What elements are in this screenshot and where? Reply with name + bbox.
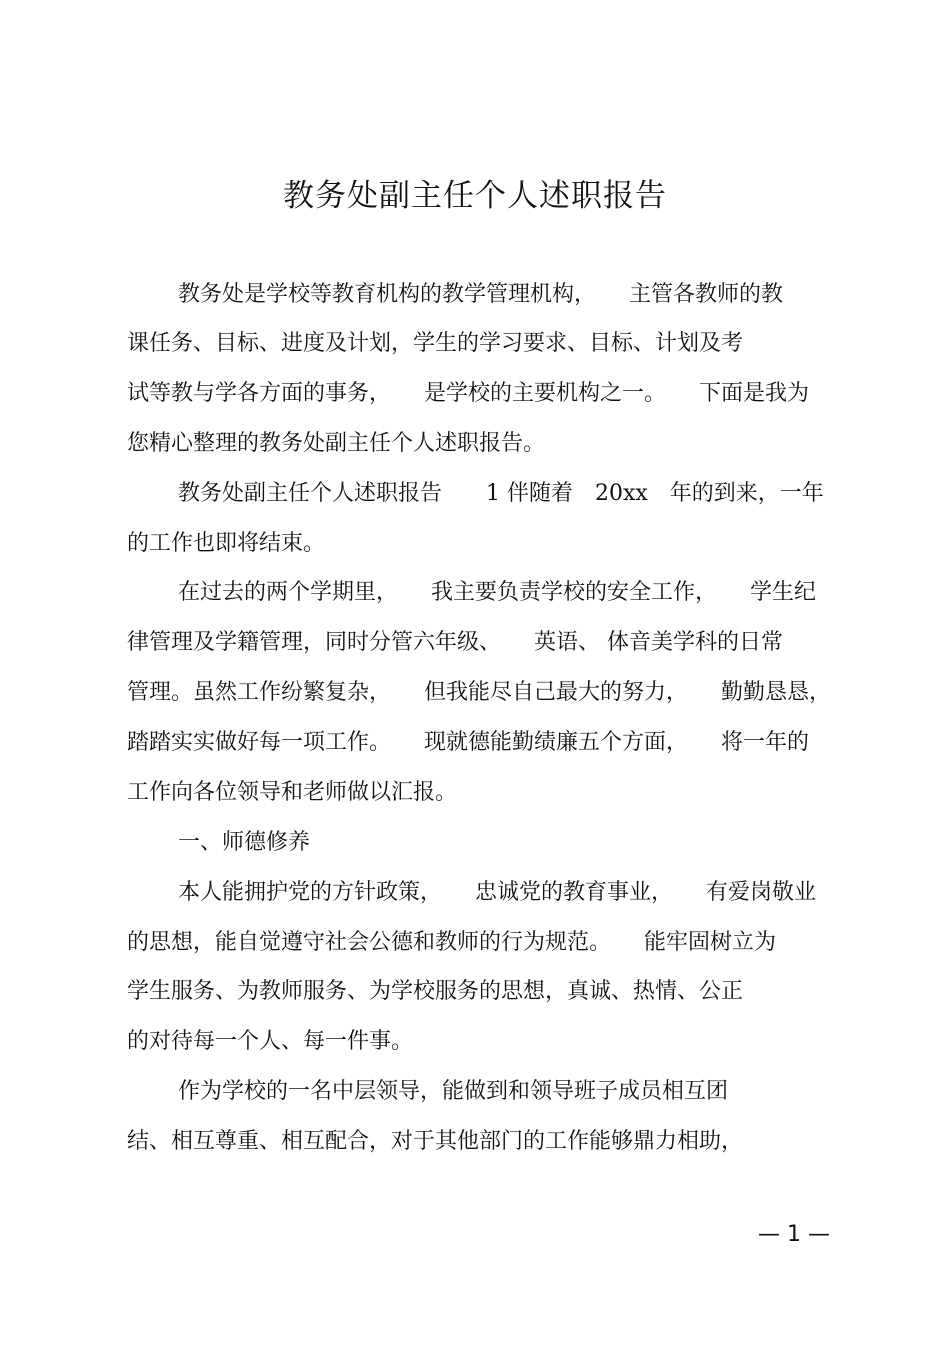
section-heading: 一、师德修养 — [178, 830, 311, 855]
paragraph-line: 管理。虽然工作纷繁复杂， 但我能尽自己最大的努力， 勤勤恳恳， — [127, 680, 832, 705]
paragraph-line: 的工作也即将结束。 — [127, 531, 326, 556]
paragraph-line: 踏踏实实做好每一项工作。 现就德能勤绩廉五个方面， 将一年的 — [127, 730, 810, 755]
page-number: — 1 — — [758, 1222, 830, 1247]
paragraph-line: 本人能拥护党的方针政策， 忠诚党的教育事业， 有爱岗敬业 — [178, 880, 817, 905]
paragraph-line: 在过去的两个学期里， 我主要负责学校的安全工作， 学生纪 — [178, 580, 817, 605]
paragraph-line: 的对待每一个人、每一件事。 — [127, 1029, 414, 1054]
paragraph-line: 教务处是学校等教育机构的教学管理机构， 主管各教师的教 — [178, 282, 784, 307]
paragraph-line: 教务处副主任个人述职报告 1 伴随着 20xx 年的到来，一年 — [178, 481, 824, 506]
paragraph-line: 的思想，能自觉遵守社会公德和教师的行为规范。 能牢固树立为 — [127, 930, 777, 955]
paragraph-line: 学生服务、为教师服务、为学校服务的思想，真诚、热情、公正 — [127, 979, 744, 1004]
paragraph-line: 作为学校的一名中层领导，能做到和领导班子成员相互团 — [178, 1079, 729, 1104]
document-title: 教务处副主任个人述职报告 — [283, 178, 667, 214]
paragraph-line: 工作向各位领导和老师做以汇报。 — [127, 780, 458, 805]
paragraph-line: 结、相互尊重、相互配合，对于其他部门的工作能够鼎力相助， — [127, 1129, 744, 1154]
paragraph-line: 试等教与学各方面的事务， 是学校的主要机构之一。 下面是我为 — [127, 381, 810, 406]
paragraph-line: 您精心整理的教务处副主任个人述职报告。 — [127, 431, 546, 456]
paragraph-line: 课任务、目标、进度及计划，学生的学习要求、目标、计划及考 — [127, 331, 744, 356]
paragraph-line: 律管理及学籍管理，同时分管六年级、 英语、 体音美学科的日常 — [127, 630, 783, 655]
